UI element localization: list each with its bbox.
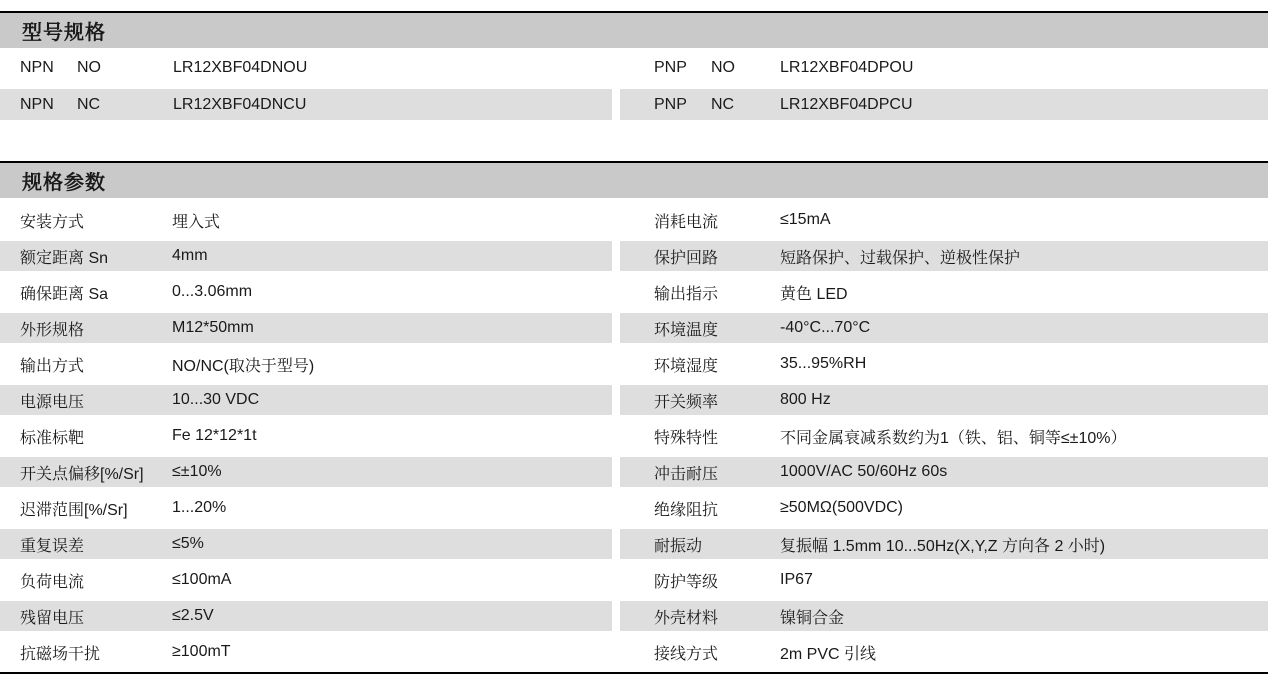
spec-row (0, 382, 612, 418)
spec-row (0, 346, 612, 382)
spec-value: ≤±10% (172, 463, 222, 480)
spec-value: 2m PVC 引线 (780, 645, 877, 663)
spec-label: 抗磁场干扰 (20, 645, 101, 663)
spec-label: 迟滞范围[%/Sr] (20, 501, 128, 519)
spec-value: ≥50MΩ(500VDC) (780, 499, 903, 516)
model-number: LR12XBF04DNCU (173, 95, 307, 113)
model-tables (0, 48, 1268, 123)
spec-label: 绝缘阻抗 (654, 501, 719, 519)
spec-value: NO/NC(取决于型号) (172, 357, 315, 375)
spec-row (0, 202, 612, 238)
spec-value: M12*50mm (172, 319, 254, 336)
model-table-left (0, 49, 612, 123)
spec-label: 电源电压 (20, 393, 85, 411)
spec-row (620, 310, 1268, 346)
model-contact-state: NO (711, 58, 735, 76)
spec-value: ≤15mA (780, 211, 831, 228)
spec-value: IP67 (780, 571, 813, 588)
spec-value: ≤5% (172, 535, 204, 552)
spec-value: 4mm (172, 247, 208, 264)
spec-label: 消耗电流 (654, 213, 719, 231)
spec-row (0, 418, 612, 454)
spec-value: 10...30 VDC (172, 391, 260, 408)
spec-label: 开关频率 (654, 393, 719, 411)
spec-label: 标准标靶 (20, 429, 85, 447)
spec-label: 耐振动 (654, 537, 703, 555)
spec-label: 重复误差 (20, 537, 85, 555)
spec-row (0, 454, 612, 490)
spec-row (0, 238, 612, 274)
page-bottom-rule (0, 672, 1268, 674)
spec-row (620, 598, 1268, 634)
model-section-title: 型号规格 (22, 22, 106, 44)
model-section-header (0, 13, 1268, 48)
model-number: LR12XBF04DNOU (173, 58, 308, 76)
spec-value: 800 Hz (780, 391, 831, 408)
spec-value: -40°C...70°C (780, 319, 871, 336)
spec-label: 输出指示 (654, 285, 719, 303)
spec-row (620, 634, 1268, 670)
model-output-type: NPN (20, 95, 54, 113)
spec-row (620, 562, 1268, 598)
spec-label: 外形规格 (20, 321, 85, 339)
model-row (0, 49, 612, 86)
spec-label: 防护等级 (654, 573, 719, 591)
spec-label: 安装方式 (20, 213, 85, 231)
spec-label: 确保距离 Sa (20, 285, 109, 303)
spec-value: ≤100mA (172, 571, 232, 588)
spec-row (620, 238, 1268, 274)
spec-value: ≥100mT (172, 643, 231, 660)
model-row (0, 86, 612, 123)
spec-row (0, 274, 612, 310)
spec-tables (0, 198, 1268, 670)
spec-section-title: 规格参数 (22, 172, 106, 194)
spec-row (620, 346, 1268, 382)
spec-label: 环境温度 (654, 321, 719, 339)
spec-value: 短路保护、过载保护、逆极性保护 (780, 249, 1021, 267)
spec-row (0, 310, 612, 346)
spec-table-right (620, 202, 1268, 670)
spec-label: 冲击耐压 (654, 465, 719, 483)
spec-label: 外壳材料 (654, 609, 719, 627)
spec-row (0, 526, 612, 562)
spec-section (0, 161, 1268, 670)
spec-label: 残留电压 (20, 609, 85, 627)
model-contact-state: NC (77, 95, 101, 113)
spec-value: 35...95%RH (780, 355, 867, 372)
model-number: LR12XBF04DPCU (780, 95, 913, 113)
spec-label: 输出方式 (20, 357, 85, 375)
spec-table-left (0, 202, 612, 670)
model-contact-state: NO (77, 58, 101, 76)
spec-row (620, 490, 1268, 526)
spec-value: 镍铜合金 (780, 609, 845, 627)
model-output-type: PNP (654, 95, 687, 113)
model-output-type: NPN (20, 58, 54, 76)
model-contact-state: NC (711, 95, 735, 113)
spec-label: 负荷电流 (20, 573, 85, 591)
spec-row (620, 418, 1268, 454)
model-section (0, 11, 1268, 123)
spec-section-header (0, 163, 1268, 198)
spec-row (620, 202, 1268, 238)
spec-label: 特殊特性 (654, 429, 719, 447)
datasheet-page (0, 11, 1268, 674)
spec-row (620, 454, 1268, 490)
model-number: LR12XBF04DPOU (780, 58, 914, 76)
spec-value: 复振幅 1.5mm 10...50Hz(X,Y,Z 方向各 2 小时) (780, 537, 1106, 555)
model-output-type: PNP (654, 58, 687, 76)
spec-row (0, 490, 612, 526)
spec-label: 接线方式 (654, 645, 719, 663)
spec-label: 额定距离 Sn (20, 249, 109, 267)
spec-row (0, 598, 612, 634)
spec-value: 埋入式 (172, 213, 221, 231)
spec-value: ≤2.5V (172, 607, 214, 624)
spec-value: Fe 12*12*1t (172, 427, 257, 444)
spec-row (0, 634, 612, 670)
spec-label: 环境湿度 (654, 357, 719, 375)
spec-value: 0...3.06mm (172, 283, 253, 300)
spec-value: 1...20% (172, 499, 227, 516)
spec-row (0, 562, 612, 598)
spec-label: 开关点偏移[%/Sr] (20, 465, 144, 483)
spec-row (620, 382, 1268, 418)
spec-row (620, 526, 1268, 562)
model-table-right (620, 49, 1268, 123)
spec-row (620, 274, 1268, 310)
spec-value: 1000V/AC 50/60Hz 60s (780, 463, 948, 480)
spec-value: 不同金属衰减系数约为1（铁、铝、铜等≤±10%） (780, 429, 1127, 447)
spec-label: 保护回路 (654, 249, 719, 267)
model-row (620, 86, 1268, 123)
spec-value: 黄色 LED (780, 285, 848, 303)
model-row (620, 49, 1268, 86)
